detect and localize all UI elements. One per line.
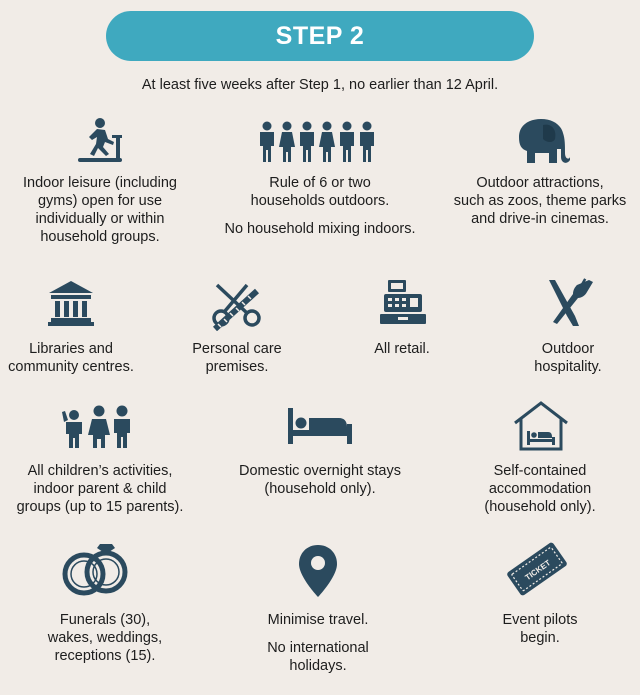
- location-pin-icon: [299, 545, 337, 597]
- outdoor-hospitality-item: [500, 340, 636, 376]
- step-banner: [106, 11, 534, 61]
- elephant-icon: [513, 115, 571, 165]
- minimise-travel-item: [218, 611, 418, 675]
- outdoor-attractions-item: [440, 174, 640, 228]
- outdoor-hospitality-text: Outdoor hospitality.: [534, 341, 602, 375]
- cash-register-icon: [380, 280, 426, 326]
- personal-care-item: [172, 340, 302, 376]
- ticket-label: TICKET: [523, 558, 553, 583]
- ticket-icon: [505, 540, 569, 598]
- retail-text: All retail.: [374, 341, 430, 357]
- event-pilots-text: Event pilots begin.: [502, 612, 578, 646]
- libraries-text: Libraries and community centres.: [8, 341, 134, 375]
- no-international-text: No international holidays.: [267, 640, 369, 674]
- personal-care-text: Personal care premises.: [192, 341, 282, 375]
- no-mixing-text: No household mixing indoors.: [224, 221, 416, 237]
- six-people-icon: [259, 121, 377, 163]
- step-title: STEP 2: [275, 21, 365, 50]
- self-contained-text: Self-contained accommodation (household only).: [484, 463, 596, 515]
- minimise-travel-text: Minimise travel.: [267, 612, 369, 628]
- rule-of-six-text: Rule of 6 or two households outdoors.: [250, 175, 390, 209]
- event-pilots-item: [470, 611, 610, 647]
- overnight-stays-text: Domestic overnight stays (household only).: [239, 463, 401, 497]
- retail-item: [350, 340, 454, 358]
- overnight-stays-item: [210, 462, 430, 498]
- funerals-item: [20, 611, 190, 665]
- indoor-leisure-item: [0, 174, 200, 246]
- family-icon: [62, 404, 136, 450]
- scissors-comb-icon: [211, 279, 263, 331]
- step-subtitle: At least five weeks after Step 1, no earlier than 12 April.: [141, 77, 499, 93]
- treadmill-icon: [76, 117, 124, 165]
- self-contained-item: [460, 462, 620, 516]
- childrens-activities-text: All children’s activities, indoor parent & child groups (up to 15 parents).: [16, 463, 184, 515]
- childrens-activities-item: [0, 462, 200, 516]
- funerals-text: Funerals (30), wakes, weddings, receptions (15).: [47, 612, 163, 664]
- library-icon: [48, 280, 94, 326]
- outdoor-attractions-text: Outdoor attractions, such as zoos, theme parks and drive-in cinemas.: [453, 175, 627, 227]
- house-bed-icon: [513, 401, 569, 451]
- rings-icon: [60, 542, 132, 596]
- knife-fork-icon: [545, 278, 595, 328]
- libraries-item: [0, 340, 142, 376]
- bed-icon: [288, 408, 352, 444]
- rule-of-six-item: [210, 174, 430, 238]
- indoor-leisure-text: Indoor leisure (including gyms) open for use individually or within household groups.: [23, 175, 177, 245]
